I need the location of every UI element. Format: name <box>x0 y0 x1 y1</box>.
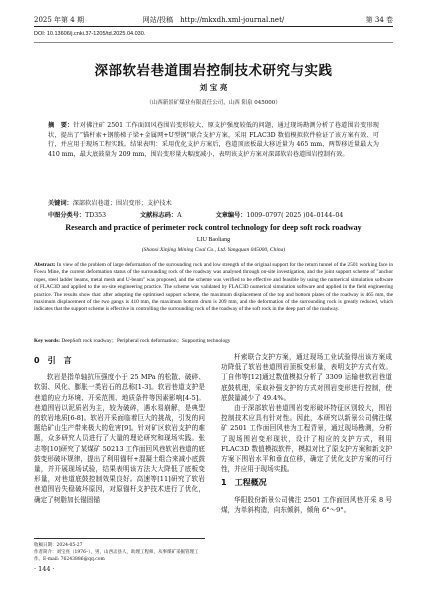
section-heading-introduction: 0 引 言 <box>34 356 72 365</box>
keywords-cn-text: 深部软岩巷道；围岩变形；支护技术 <box>72 200 172 207</box>
body-paragraph: 由于深部软岩巷道围岩变形破坏特征区别较大，围岩控制技术应具有针对性。因此，本研究以新景公司佛注煤矿 2501 工作面回风巷为工程背景，通过现场勘测，分析了现场围岩变形现状，设计了相应的支护方式，利用 FLAC3D 数值模拟软件，模拟对比了原支护方案和新支护方案下围岩水平和垂直位移，确定了优化支护方案的可行性，并应用于现场实践。 <box>221 404 392 474</box>
body-paragraph: 软岩是指单轴抗压强度小于 25 MPa 的松散、破碎、软弱、风化、膨胀一类岩石的总称[1-3]。软岩巷道支护是巷道的应力环境、开采范围、地质条件等因素影响[4-5]。巷道围岩以泥质岩为主，较为破碎，遇水易崩解，是典型的软岩地质[6-8]。软岩开采面临着巨大的挑战，引发的问题给矿山生产带来极大的危害[9]。针对矿区软岩支护的难题，众多研究人员进行了大量的理论研究和现场实践。张志等[10]研究了某煤矿 50213 工作面回风巷软岩巷道的底鼓变形破坏规律，提出了利用锚杆+混凝土组合来减小底鼓量，并开展现场试验，结果表明该方法大大降低了底板变形量，对巷道底鼓控制效果良好。高速等[11]研究了软岩巷道围岩失稳破坏原因，对原锚杆支护技术进行了优化，确定了树脂加长锚固锚 <box>34 373 205 504</box>
divider <box>34 42 393 43</box>
affiliation-en: (Shanxi Xinjing Mining Coal Co., Ltd. Yangquan 045000, China) <box>141 247 286 253</box>
doi-line: DOI: 10.13606/j.cnki.37-1205/td.2025.04.030. <box>34 31 146 37</box>
body-column-right <box>221 352 392 515</box>
keywords-en-text: DeepSoft rock roadway；Peripheral rock deformation；Supporting technology <box>61 338 231 344</box>
abstract-cn-text: 针对佛注矿 2501 工作面回风巷围岩变形较大、原支护强度较低的问题，通过现场勘测分析了巷道围岩变形现状，提出了“锚杆索+钢筋梯子梁+金属网+U型钢”联合支护方案，采用 FLAC3D 数值模拟软件验证了该方案有效、可行，并应用于现场工程实践。结果表明：采用优化支护方案后，巷道顶底板最大移近量为 465 mm，两帮移近量最大为 410 mm，最大底鼓量为 209 mm，围岩变形量大幅度减小，表明该支护方案对深部软岩巷道围岩控制有效。 <box>48 122 379 158</box>
keywords-en <box>34 336 393 344</box>
abstract-en-label: Abstract: <box>34 262 56 268</box>
abstract-en <box>34 262 393 314</box>
author-bio: 作者简介：刘宝亮（1976–），男，山西盂县人，助理工程师，从事煤矿采掘管理工作。E-mail: 76243886@qq.com <box>34 550 199 562</box>
volume-label: 第 34 卷 <box>365 16 393 24</box>
footnote <box>34 538 205 563</box>
author-en: LIU Baoliang <box>196 237 231 243</box>
section-heading-engineering: 1 工程概况 <box>221 478 267 488</box>
abstract-cn-label: 摘 要： <box>48 122 74 129</box>
document-code: 文献标志码：A <box>140 212 182 219</box>
affiliation-cn: （山西新景矿煤业有限责任公司，山西 阳泉 045000） <box>146 100 281 106</box>
clc-number: 中图分类号：TD353 <box>48 212 107 219</box>
keywords-cn-label: 关键词： <box>48 200 73 207</box>
article-number: 文章编号：1009–0797( 2025 )04–0144–04 <box>215 212 344 219</box>
body-paragraph: 杆索联合支护方案，通过现场工业试验得出该方案成功降低了软岩巷道围岩顶板变形量，表明支护方式有效。丁自伟等[12]通过数值模拟分析了 3309 运输巷软岩巷道底鼓机理，采取补强支护的方式对围岩变形进行控制，使底鼓量减少了 49.4%。 <box>221 353 392 402</box>
page-number: · 144 · <box>34 565 55 573</box>
article-title-en: Research and practice of perimeter rock control technology for deep soft rock roadway <box>65 223 362 232</box>
body-column-left <box>34 352 205 505</box>
abstract-cn <box>48 121 379 159</box>
running-header <box>34 14 393 27</box>
body-paragraph: 华阳股份新景公司佛注 2501 工作面回风巷开采 8 号煤，为单斜构造，向东倾斜，倾角 6°～9°。 <box>221 495 392 514</box>
classification-row <box>48 210 379 219</box>
journal-website: 网站/投稿 http://mkxdh.xml-journal.net/ <box>142 16 285 24</box>
issue-label: 2025 年第 4 期 <box>34 16 84 24</box>
keywords-en-label: Key words: <box>34 338 61 344</box>
keywords-cn <box>48 198 379 207</box>
received-date: 收稿日期：2024-05-27 <box>34 543 83 548</box>
author-cn: 刘 宝 亮 <box>199 83 228 92</box>
abstract-en-text: In view of the problem of large deformation of the surrounding rock and low strength of the original support for the return tunnel of the 2501 working face in Fowu Mine, the current deformation status of the surrounding rock of the roadway was analysed through on-site investigation, and the joint support scheme of "anchor ropes, steel ladder beams, metal mesh and U-beam" was proposed, and the scheme was verified to be effective and feasible by using the numerical simulation software of FLAC3D and applied to the on-site engineering practice. The scheme was validated by FLAC3D numerical simulation software and applied in the field engineering practice. The results show that: after adopting the optimised support scheme, the maximum displacement of the top and bottom plates of the roadway is 465 mm, the maximum displacement of the two gangs is 410 mm, the maximum bottom drum is 209 mm, and the deformation of the surrounding rock is greatly reduced, which indicates that the support scheme is effective in controlling the surrounding rock of the roadway of the soft rock in the deep part of the roadway. <box>34 262 393 313</box>
article-title-cn: 深部软岩巷道围岩控制技术研究与实践 <box>94 63 333 79</box>
